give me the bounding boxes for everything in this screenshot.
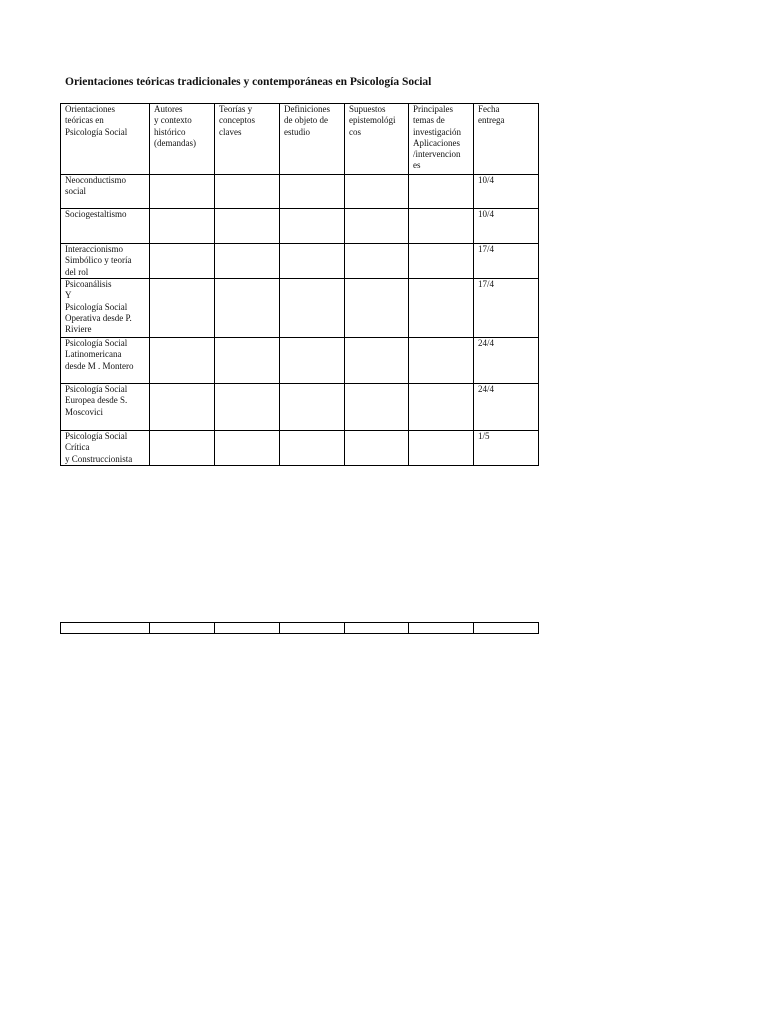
orientation-cell: Psicoanálisis Y Psicología Social Operativa desde P. Riviere (61, 279, 150, 338)
empty-cell (150, 384, 215, 431)
due-date-cell: 10/4 (474, 175, 539, 209)
empty-cell (280, 384, 345, 431)
table-row (61, 338, 539, 384)
orientation-cell: Psicología Social Europea desde S. Moscovici (61, 384, 150, 431)
empty-cell (474, 623, 539, 634)
empty-table-row (60, 622, 539, 634)
empty-cell (215, 175, 280, 209)
header-assumptions: Supuestos epistemológi cos (345, 104, 409, 175)
empty-cell (409, 175, 474, 209)
empty-cell (215, 384, 280, 431)
empty-cell (280, 623, 345, 634)
orientation-cell: Sociogestaltismo (61, 209, 150, 244)
empty-cell (409, 279, 474, 338)
document-title: Orientaciones teóricas tradicionales y contemporáneas en Psicología Social (65, 76, 432, 88)
table-row (61, 384, 539, 431)
empty-cell (215, 338, 280, 384)
header-row (61, 104, 539, 175)
orientation-cell: Psicología Social Latinomericana desde M . Montero (61, 338, 150, 384)
table-row (61, 244, 539, 279)
header-orientations: Orientaciones teóricas en Psicología Social (61, 104, 150, 175)
empty-cell (150, 209, 215, 244)
orientation-cell: Interaccionismo Simbólico y teoría del rol (61, 244, 150, 279)
due-date-cell: 17/4 (474, 279, 539, 338)
header-theories: Teorías y conceptos claves (215, 104, 280, 175)
empty-cell (150, 338, 215, 384)
empty-cell (280, 209, 345, 244)
table-row (61, 279, 539, 338)
empty-cell (61, 623, 150, 634)
table-row (61, 623, 539, 634)
header-authors: Autores y contexto histórico (demandas) (150, 104, 215, 175)
empty-cell (150, 175, 215, 209)
due-date-cell: 24/4 (474, 384, 539, 431)
empty-cell (150, 623, 215, 634)
empty-cell (345, 384, 409, 431)
empty-cell (345, 279, 409, 338)
due-date-cell: 10/4 (474, 209, 539, 244)
empty-cell (345, 175, 409, 209)
empty-cell (150, 244, 215, 279)
empty-cell (345, 431, 409, 466)
empty-cell (280, 431, 345, 466)
orientations-table (60, 103, 539, 466)
table-row (61, 431, 539, 466)
empty-cell (345, 244, 409, 279)
empty-cell (215, 623, 280, 634)
empty-cell (215, 431, 280, 466)
header-due-date: Fecha entrega (474, 104, 539, 175)
empty-cell (215, 209, 280, 244)
empty-cell (409, 431, 474, 466)
empty-cell (215, 244, 280, 279)
empty-cell (280, 244, 345, 279)
due-date-cell: 1/5 (474, 431, 539, 466)
empty-cell (409, 623, 474, 634)
empty-cell (150, 279, 215, 338)
empty-cell (280, 175, 345, 209)
empty-cell (409, 384, 474, 431)
empty-cell (345, 338, 409, 384)
header-definitions: Definiciones de objeto de estudio (280, 104, 345, 175)
empty-cell (215, 279, 280, 338)
empty-cell (409, 338, 474, 384)
due-date-cell: 17/4 (474, 244, 539, 279)
orientation-cell: Neoconductismo social (61, 175, 150, 209)
empty-cell (345, 209, 409, 244)
empty-cell (409, 209, 474, 244)
empty-cell (345, 623, 409, 634)
table-row (61, 175, 539, 209)
table-row (61, 209, 539, 244)
header-topics: Principales temas de investigación Aplicaciones /intervencion es (409, 104, 474, 175)
empty-cell (150, 431, 215, 466)
due-date-cell: 24/4 (474, 338, 539, 384)
empty-cell (409, 244, 474, 279)
orientation-cell: Psicología Social Crítica y Construccionista (61, 431, 150, 466)
empty-cell (280, 279, 345, 338)
empty-cell (280, 338, 345, 384)
